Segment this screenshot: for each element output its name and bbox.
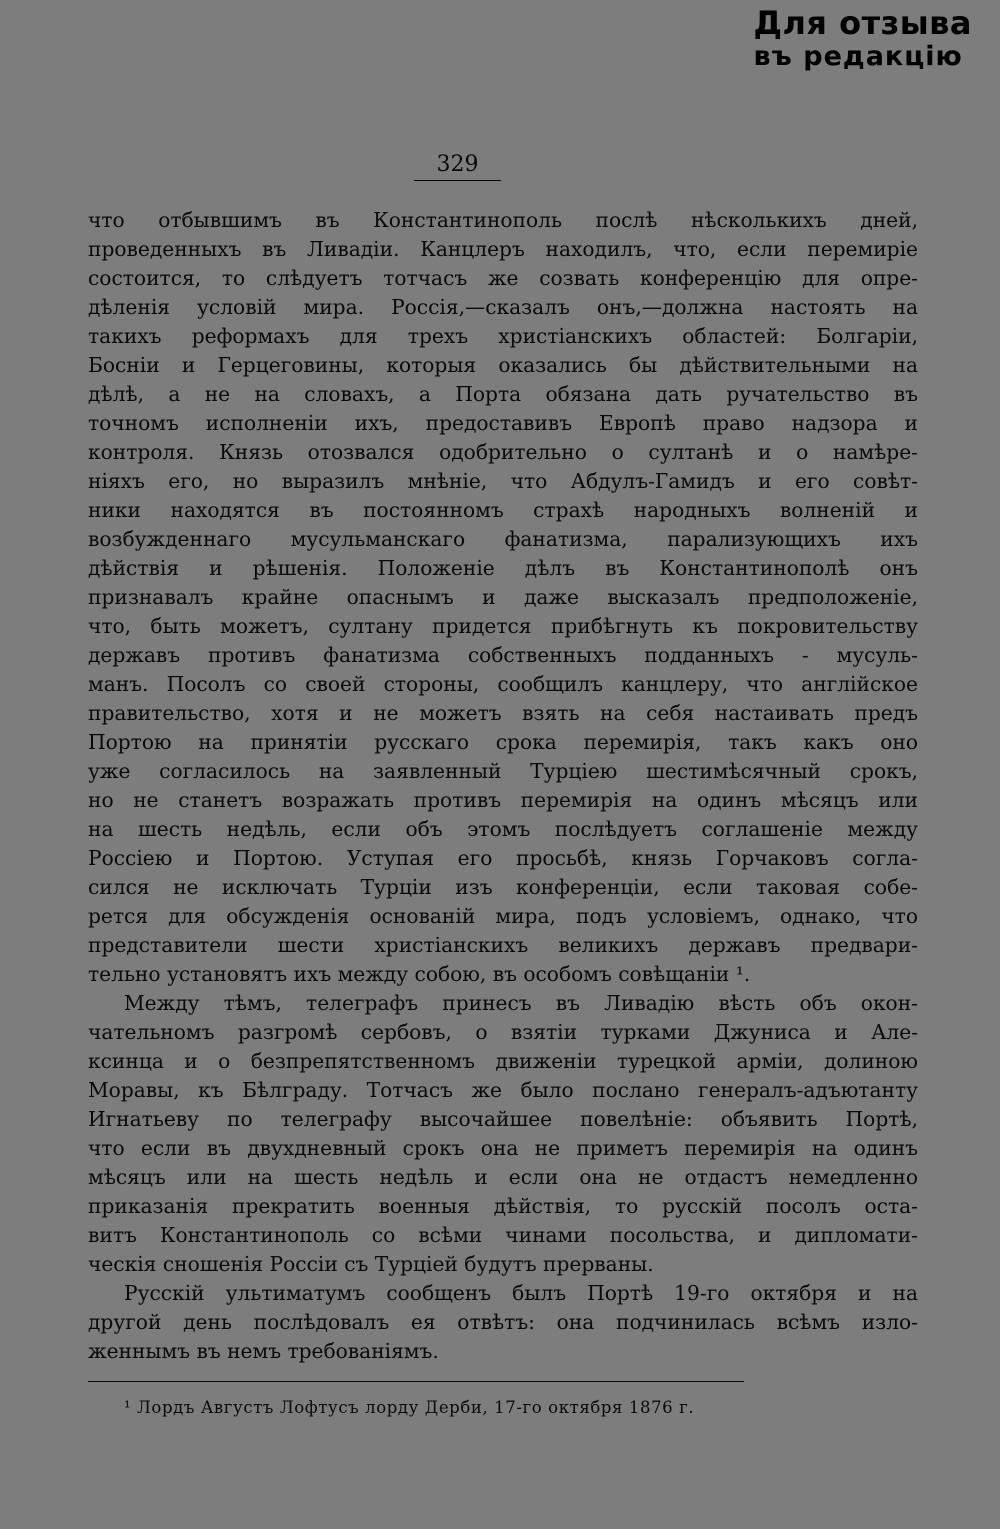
stamp-line-2: въ редакцію xyxy=(753,40,963,72)
text-line: дѣлѣ, а не на словахъ, а Порта обязана дать ручательство въ xyxy=(88,382,918,406)
paragraph xyxy=(88,989,918,1279)
text-line: возбужденнаго мусульманскаго фанатизма, парализующихъ ихъ xyxy=(88,527,918,551)
text-line: что если въ двухдневный срокъ она не приметъ перемирія на одинъ xyxy=(88,1136,918,1160)
text-line: ники находятся въ постоянномъ страхѣ народныхъ волненій и xyxy=(88,498,918,522)
page-number: 329 xyxy=(414,152,501,181)
text-line: правительство, хотя и не можетъ взять на себя настаивать предъ xyxy=(88,701,918,725)
text-line: Портою на принятіи русскаго срока перемирія, такъ какъ оно xyxy=(88,730,918,754)
text-line: сился не исключать Турціи изъ конференціи, если таковая собе- xyxy=(88,875,918,899)
text-line: ксинца и о безпрепятственномъ движеніи турецкой арміи, долиною xyxy=(88,1049,918,1073)
text-line: контроля. Князь отозвался одобрительно о султанѣ и о намѣре- xyxy=(88,440,918,464)
text-line: манъ. Посолъ со своей стороны, сообщилъ канцлеру, что англійское xyxy=(88,672,918,696)
text-line: Русскій ультиматумъ сообщенъ былъ Портѣ 19-го октября и на xyxy=(124,1281,918,1305)
text-line: ніяхъ его, но выразилъ мнѣніе, что Абдулъ-Гамидъ и его совѣт- xyxy=(88,469,918,493)
text-line: проведенныхъ въ Ливадіи. Канцлеръ находилъ, что, если перемиріе xyxy=(88,237,918,261)
text-line: но не станетъ возражать противъ перемирія на одинъ мѣсяцъ или xyxy=(88,788,918,812)
text-line: точномъ исполненіи ихъ, предоставивъ Европѣ право надзора и xyxy=(88,411,918,435)
text-line: дѣйствія и рѣшенія. Положеніе дѣлъ въ Константинополѣ онъ xyxy=(88,556,918,580)
footnote: ¹ Лордъ Августъ Лофтусъ лорду Дерби, 17-го октября 1876 г. xyxy=(124,1398,695,1417)
footnote-divider xyxy=(88,1381,744,1382)
text-line: державъ противъ фанатизма собственныхъ подданныхъ - мусуль- xyxy=(88,643,918,667)
body-text xyxy=(88,206,918,1366)
paragraph xyxy=(88,206,918,989)
paragraph xyxy=(88,1279,918,1366)
text-line: признавалъ крайне опаснымъ и даже высказалъ предположеніе, xyxy=(88,585,918,609)
text-line: ческія сношенія Россіи съ Турціей будутъ прерваны. xyxy=(88,1252,654,1276)
text-line: витъ Константинополь со всѣми чинами посольства, и дипломати- xyxy=(88,1223,918,1247)
text-line: что, быть можетъ, султану придется прибѣгнуть къ покровительству xyxy=(88,614,918,638)
text-line: другой день послѣдовалъ ея отвѣтъ: она подчинилась всѣмъ изло- xyxy=(88,1310,918,1334)
text-line: приказанія прекратить военныя дѣйствія, то русскій посолъ оста- xyxy=(88,1194,918,1218)
text-line: дѣленія условій мира. Россія,—сказалъ онъ,—должна настоять на xyxy=(88,295,918,319)
text-line: мѣсяцъ или на шесть недѣль и если она не отдастъ немедленно xyxy=(88,1165,918,1189)
text-line: Игнатьеву по телеграфу высочайшее повелѣніе: объявить Портѣ, xyxy=(88,1107,918,1131)
text-line: представители шести христіанскихъ великихъ державъ предвари- xyxy=(88,933,918,957)
text-line: женнымъ въ немъ требованіямъ. xyxy=(88,1339,439,1363)
text-line: чательномъ разгромѣ сербовъ, о взятіи турками Джуниса и Але- xyxy=(88,1020,918,1044)
text-line: Россіею и Портою. Уступая его просьбѣ, князь Горчаковъ согла- xyxy=(88,846,918,870)
text-line: состоится, то слѣдуетъ тотчасъ же созвать конференцію для опре- xyxy=(88,266,918,290)
stamp-line-1: Для отзыва xyxy=(753,4,972,42)
text-line: такихъ реформахъ для трехъ христіанскихъ областей: Болгаріи, xyxy=(88,324,918,348)
text-line: Моравы, къ Бѣлграду. Тотчасъ же было послано генералъ-адъютанту xyxy=(88,1078,918,1102)
text-line: рется для обсужденія основаній мира, подъ условіемъ, однако, что xyxy=(88,904,918,928)
text-line: Босніи и Герцеговины, которыя оказались бы дѣйствительными на xyxy=(88,353,918,377)
text-line: уже согласилось на заявленный Турціею шестимѣсячный срокъ, xyxy=(88,759,918,783)
text-line: что отбывшимъ въ Константинополь послѣ нѣсколькихъ дней, xyxy=(88,208,918,232)
text-line: на шесть недѣль, если объ этомъ послѣдуетъ соглашеніе между xyxy=(88,817,918,841)
text-line: тельно установятъ ихъ между собою, въ особомъ совѣщаніи ¹. xyxy=(88,962,751,986)
editorial-stamp xyxy=(753,6,972,72)
text-line: Между тѣмъ, телеграфъ принесъ въ Ливадію вѣсть объ окон- xyxy=(124,991,918,1015)
